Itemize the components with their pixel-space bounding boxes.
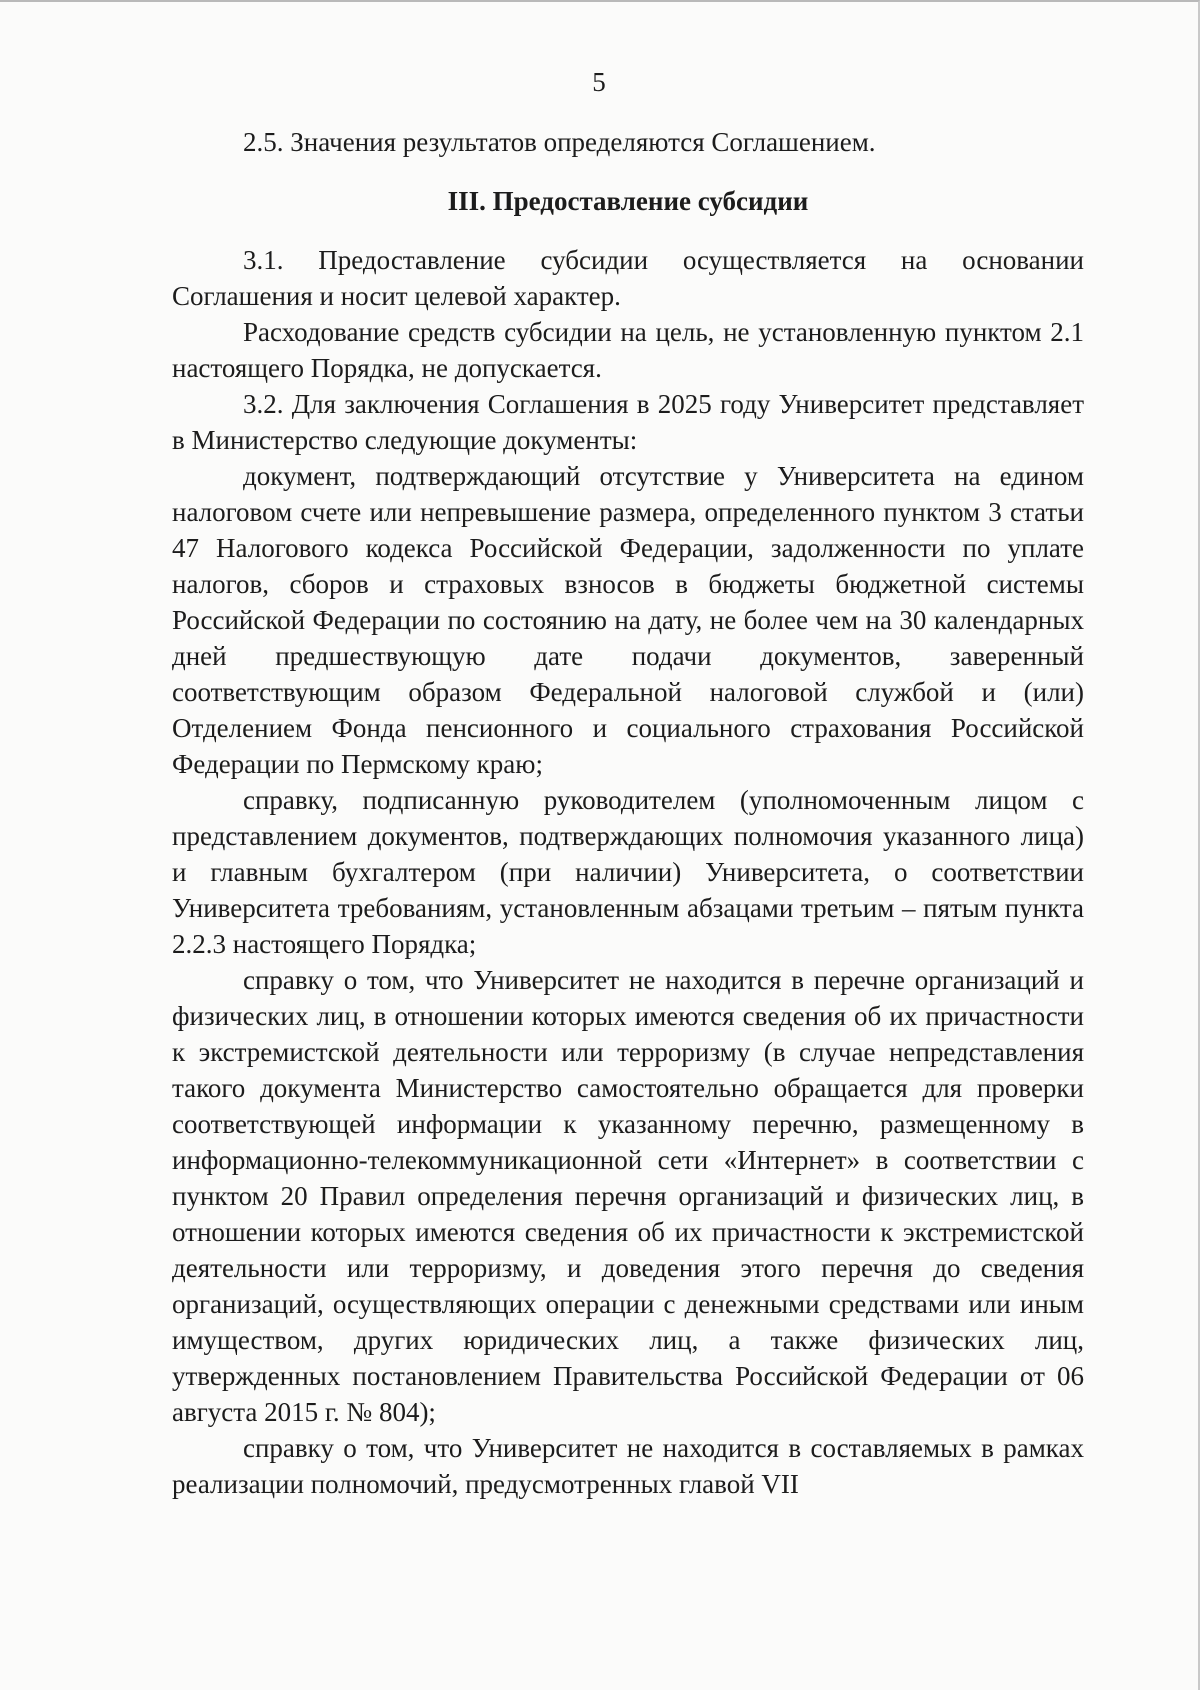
paragraph-3-1: 3.1. Предоставление субсидии осуществляется на основании Соглашения и носит целевой характер. [172, 245, 1084, 311]
paragraph-2-5: 2.5. Значения результатов определяются Соглашением. [243, 127, 876, 157]
paragraph-spending: Расходование средств субсидии на цель, не установленную пунктом 2.1 настоящего Порядка, не допускается. [172, 317, 1084, 383]
paragraph-3-2: 3.2. Для заключения Соглашения в 2025 году Университет представляет в Министерство следующие документы: [172, 389, 1084, 455]
page-number: 5 [592, 67, 606, 97]
document-body [172, 124, 1084, 1502]
paragraph-tax-document: документ, подтверждающий отсутствие у Университета на едином налоговом счете или непревышение размера, определенного пунктом 3 статьи 47 Налогового кодекса Российской Федерации, задолженности по уплате налогов, сборов и страховых взносов в бюджеты бюджетной системы Российской Федерации по состоянию на дату, не более чем на 30 календарных дней предшествующую дате подачи документов, заверенный соответствующим образом Федеральной налоговой службой и (или) Отделением Фонда пенсионного и социального страхования Российской Федерации по Пермскому краю; [172, 461, 1084, 779]
section-heading: III. Предоставление субсидии [447, 186, 809, 216]
paragraph-extremism-certificate: справку о том, что Университет не находится в перечне организаций и физических лиц, в отношении которых имеются сведения об их причастности к экстремистской деятельности или терроризму (в случае непредставления такого документа Министерство самостоятельно обращается для проверки соответствующей информации к указанному перечню, размещенному в информационно-телекоммуникационной сети «Интернет» в соответствии с пунктом 20 Правил определения перечня организаций и физических лиц, в отношении которых имеются сведения об их причастности к экстремистской деятельности или терроризму, и доведения этого перечня до сведения организаций, осуществляющих операции с денежными средствами или иным имуществом, других юридических лиц, а также физических лиц, утвержденных постановлением Правительства Российской Федерации от 06 августа 2015 г. № 804); [172, 965, 1084, 1427]
paragraph-compiled-lists-certificate: справку о том, что Университет не находится в составляемых в рамках реализации полномочий, предусмотренных главой VII [172, 1433, 1084, 1499]
paragraph-signed-certificate: справку, подписанную руководителем (уполномоченным лицом с представлением документов, подтверждающих полномочия указанного лица) и главным бухгалтером (при наличии) Университета, о соответствии Университета требованиям, установленным абзацами третьим – пятым пункта 2.2.3 настоящего Порядка; [172, 785, 1084, 959]
